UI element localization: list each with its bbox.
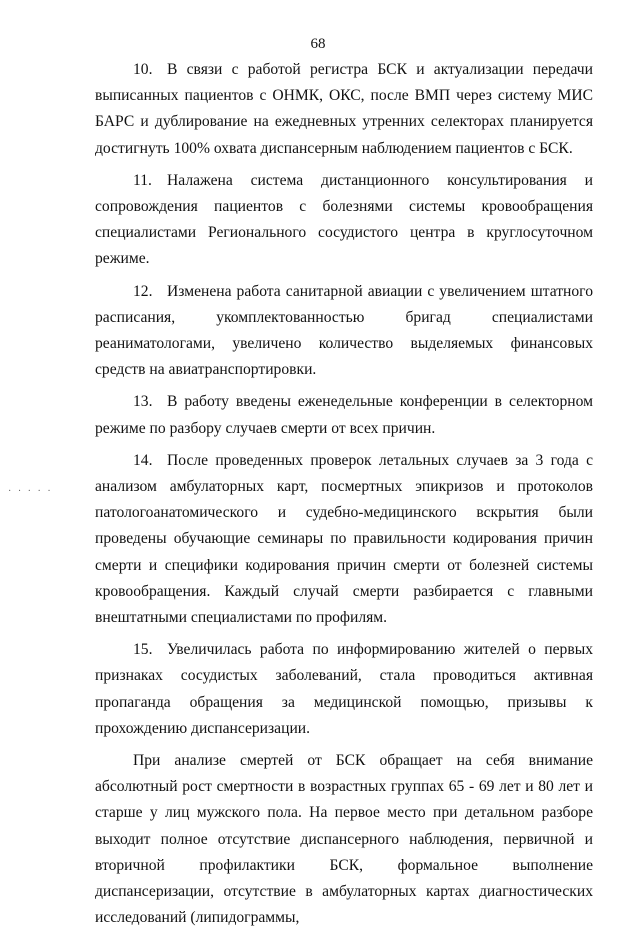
document-body	[95, 57, 593, 932]
paragraph-number: 11.	[133, 171, 152, 189]
paragraph-15	[95, 637, 593, 742]
paragraph-number: 13.	[133, 393, 153, 411]
paragraph-13	[95, 389, 593, 441]
page-number: 68	[310, 36, 326, 52]
paragraph-text: В связи с работой регистра БСК и актуализации передачи выписанных пациентов с ОНМК, ОКС, после ВМП через систему МИС БАРС и дублирование на ежедневных утренних селекторах планируется достигнуть 100% охвата диспансерным наблюдением пациентов с БСК.	[95, 61, 593, 157]
paragraph-text: При анализе смертей от БСК обращает на себя внимание абсолютный рост смертности в возрастных группах 65 - 69 лет и 80 лет и старше у лиц мужского пола. На первое место при детальном разборе выходит полное отсутствие диспансерного наблюдения, первичной и вторичной профилактики БСК, формальное выполнение диспансеризации, отсутствие в амбулаторных картах диагностических исследований (липидограммы,	[95, 752, 593, 927]
paragraph-text: После проведенных проверок летальных случаев за 3 года с анализом амбулаторных карт, посмертных эпикризов и протоколов патологоанатомического и судебно-медицинского вскрытия были проведены обучающие семинары по правильности кодирования причин смерти и специфики кодирования причин смерти от болезней системы кровообращения. Каждый случай смерти разбирается с главными внештатными специалистами по профилям.	[95, 451, 593, 627]
paragraph-12	[95, 279, 593, 384]
paragraph-number: 14.	[133, 451, 153, 469]
paragraph-text: Увеличилась работа по информированию жителей о первых признаках сосудистых заболеваний, стала проводиться активная пропаганда обращения за медицинской помощью, призывы к прохождению диспансеризации.	[95, 641, 593, 737]
paragraph-number: 15.	[133, 641, 153, 659]
paragraph-text: Налажена система дистанционного консультирования и сопровождения пациентов с болезнями системы кровообращения специалистами Регионального сосудистого центра в круглосуточном режиме.	[95, 171, 593, 268]
paragraph-text: Изменена работа санитарной авиации с увеличением штатного расписания, укомплектованностью бригад специалистами реаниматологами, увеличено количество выделяемых финансовых средств на авиатранспортировки.	[95, 282, 593, 379]
paragraph-11	[95, 168, 593, 273]
margin-mark: · · · · ·	[8, 486, 53, 497]
paragraph-10	[95, 57, 593, 162]
paragraph-number: 10.	[133, 61, 153, 78]
paragraph-number: 12.	[133, 282, 153, 300]
paragraph-text: В работу введены еженедельные конференции в селекторном режиме по разбору случаев смерти от всех причин.	[95, 393, 593, 437]
paragraph-14	[95, 448, 593, 631]
